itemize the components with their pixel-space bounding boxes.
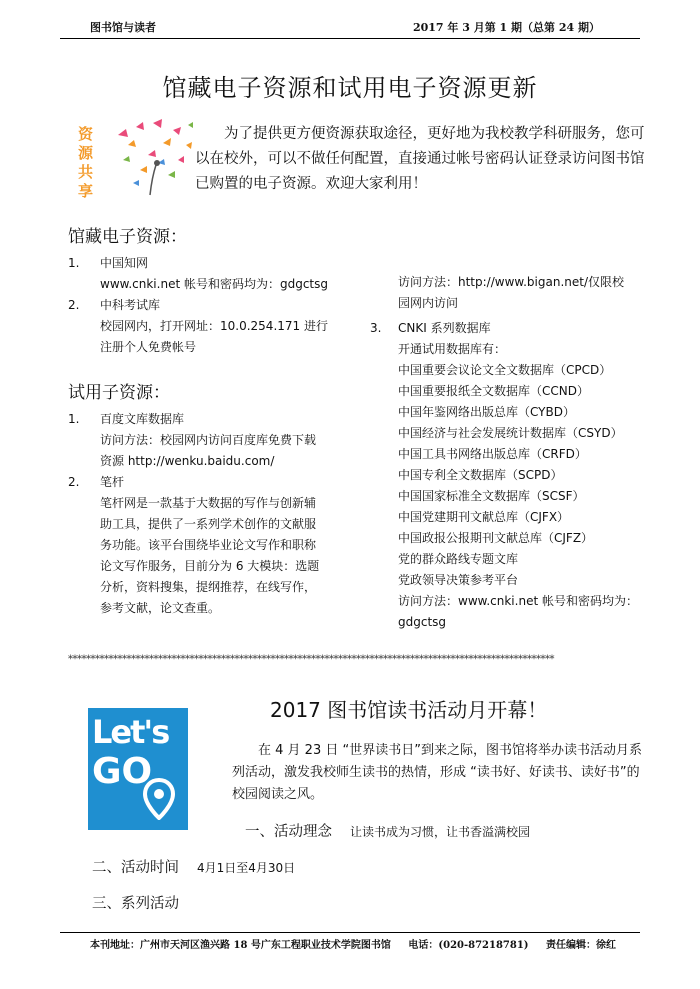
list-item: 2. 中科考试库 校园网内，打开网址：10.0.254.171 进行 注册个人免费帐号 [68, 298, 328, 354]
event-paragraph: 在 4 月 23 日 “世界读书日”到来之际，图书馆将举办读书活动月系列活动，激发我校师生读书的热情，形成 “读书好、好读书、读好书”的校园阅读之风。 [232, 743, 642, 802]
intro-text: 为了提供更方便资源获取途径，更好地为我校教学科研服务，您可以在校外，可以不做任何配置，直接通过帐号密码认证登录访问图书馆已购置的电子资源。欢迎大家利用！ [195, 126, 645, 192]
list-item: 2. 笔杆 笔杆网是一款基于大数据的写作与创新辅 助工具，提供了一系列学术创作的文献服 务功能。该平台围绕毕业论文写作和职称 论文写作服务，目前分为 6 大模块：选题 分析，资料搜集，提纲推荐，在线写作， 参考文献，论文查重。 [68, 475, 320, 615]
lets-go-logo [88, 708, 188, 830]
logo-text: 资源共享 [78, 125, 94, 200]
list-item: 3. CNKI 系列数据库 开通试用数据库有： 中国重要会议论文全文数据库（CPCD） 中国重要报纸全文数据库（CCND） 中国年鉴网络出版总库（CYBD） 中国经济与社会发展统计数据库（CSYD） 中国工具书网络出版总库（CRFD） 中国专利全文数据库（SCPD） 中国国家标准全文数据库（SCSF） 中国党建期刊文献总库（CJFX） 中国政报公报期刊文献总库（CJFZ） 党的群众路线专题文库 党政领导决策参考平台 访问方法：www.cnki.net 帐号和密码均为： gdgctsg [370, 321, 638, 629]
footer-phone: 电话：(020-87218781) [408, 940, 529, 951]
page-title: 馆藏电子资源和试用电子资源更新 [162, 74, 538, 102]
resource-sharing-logo [78, 115, 196, 200]
lets-go-text: Let's GO [92, 713, 169, 792]
page-footer [60, 932, 640, 951]
holdings-list [68, 253, 358, 358]
trial-list [68, 409, 358, 619]
journal-name: 图书馆与读者 [90, 21, 156, 34]
list-item: 1. 中国知网 www.cnki.net 帐号和密码均为：gdgctsg [68, 256, 328, 291]
section-time: 二、活动时间 4月1日至4月30日 [92, 860, 296, 876]
separator-line: ************************************************************************************************************ [68, 654, 554, 665]
issue-info: 2017 年 3 月第 1 期（总第 24 期） [412, 21, 600, 34]
footer-address: 本刊地址：广州市天河区渔兴路 18 号广东工程职业技术学院图书馆 [90, 940, 391, 951]
bigan-access: 访问方法：http://www.bigan.net/仅限校 园网内访问 [398, 275, 624, 310]
list-item: 1. 百度文库数据库 访问方法：校园网内访问百度库免费下载 资源 http://wenku.baidu.com/ [68, 412, 317, 468]
holdings-heading: 馆藏电子资源： [68, 227, 187, 247]
right-column [370, 272, 660, 633]
footer-editor: 责任编辑：徐红 [546, 940, 617, 951]
page-header [60, 14, 640, 39]
event-heading: 2017 图书馆读书活动月开幕！ [270, 698, 548, 722]
section-concept: 一、活动理念 让读书成为习惯，让书香溢满校园 [245, 824, 531, 840]
location-pin-icon [143, 778, 175, 820]
trial-heading: 试用子资源： [68, 383, 170, 403]
left-column [68, 222, 358, 619]
section-activities: 三、系列活动 [92, 896, 179, 912]
